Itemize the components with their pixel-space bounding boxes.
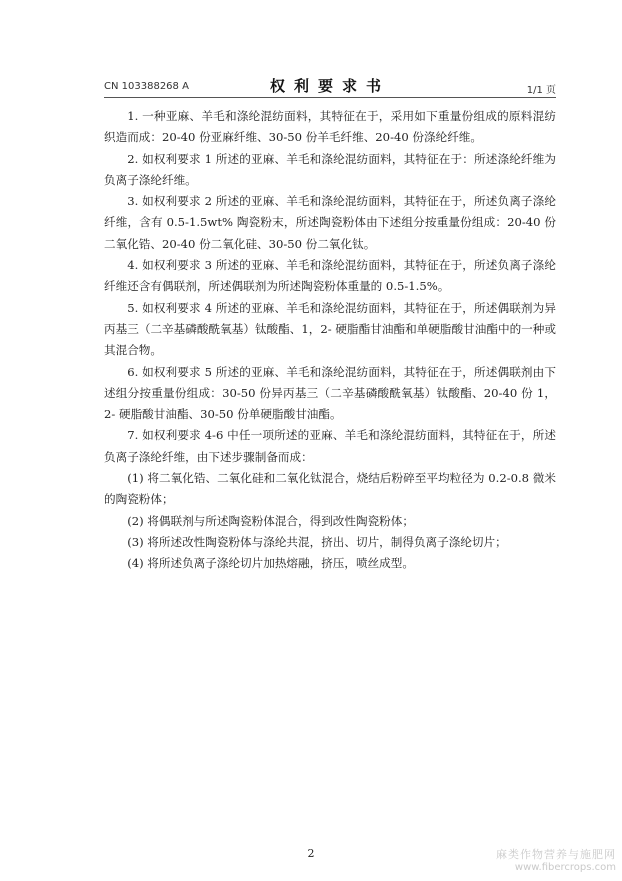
claim-5: 5. 如权利要求 4 所述的亚麻、羊毛和涤纶混纺面料，其特征在于，所述偶联剂为异丙基三（二辛基磷酸酰氧基）钛酸酯、1，2- 硬脂酯甘油酯和单硬脂酸甘油酯中的一种或其混合物。 — [104, 300, 556, 358]
claim-6: 6. 如权利要求 5 所述的亚麻、羊毛和涤纶混纺面料，其特征在于，所述偶联剂由下述组分按重量份组成：30-50 份异丙基三（二辛基磷酸酰氧基）钛酸酯、20-40 份 1，2- 硬脂酸甘油酯、30-50 份单硬脂酸甘油酯。 — [104, 364, 556, 422]
claim-7-step-3: (3) 将所述改性陶瓷粉体与涤纶共混，挤出、切片，制得负离子涤纶切片； — [127, 534, 507, 549]
header-rule — [104, 97, 556, 98]
claim-1: 1. 一种亚麻、羊毛和涤纶混纺面料，其特征在于，采用如下重量份组成的原料混纺织造而成：20-40 份亚麻纤维、30-50 份羊毛纤维、20-40 份涤纶纤维。 — [104, 109, 556, 145]
claim-4: 4. 如权利要求 3 所述的亚麻、羊毛和涤纶混纺面料，其特征在于，所述负离子涤纶纤维还含有偶联剂，所述偶联剂为所述陶瓷粉体重量的 0.5-1.5%。 — [104, 258, 556, 294]
site-watermark — [496, 848, 616, 874]
claim-7-step-1: (1) 将二氧化锆、二氧化硅和二氧化钛混合，烧结后粉碎至平均粒径为 0.2-0.8 微米的陶瓷粉体； — [104, 471, 556, 507]
patent-number: CN 103388268 A — [104, 81, 189, 92]
claim-7-step-4: (4) 将所述负离子涤纶切片加热熔融，挤压，喷丝成型。 — [127, 556, 414, 571]
claims-body — [104, 106, 556, 575]
claim-7-step-2: (2) 将偶联剂与所述陶瓷粉体混合，得到改性陶瓷粉体； — [127, 513, 414, 528]
claim-7: 7. 如权利要求 4-6 中任一项所述的亚麻、羊毛和涤纶混纺面料，其特征在于，所述负离子涤纶纤维，由下述步骤制备而成： — [104, 428, 556, 464]
watermark-site-name: 麻类作物营养与施肥网 — [496, 848, 616, 861]
document-title: 权利要求书 — [269, 77, 390, 95]
page-number: 2 — [307, 847, 315, 860]
claim-2: 2. 如权利要求 1 所述的亚麻、羊毛和涤纶混纺面料，其特征在于：所述涤纶纤维为负离子涤纶纤维。 — [104, 151, 556, 187]
watermark-url: www.fibercrops.com — [514, 862, 616, 873]
page-header — [104, 78, 556, 94]
page-indicator: 1/1 页 — [526, 85, 556, 96]
claim-3: 3. 如权利要求 2 所述的亚麻、羊毛和涤纶混纺面料，其特征在于，所述负离子涤纶纤维，含有 0.5-1.5wt% 陶瓷粉末，所述陶瓷粉体由下述组分按重量份组成：20-40 份二氧化锆、20-40 份二氧化硅、30-50 份二氧化钛。 — [104, 194, 556, 251]
